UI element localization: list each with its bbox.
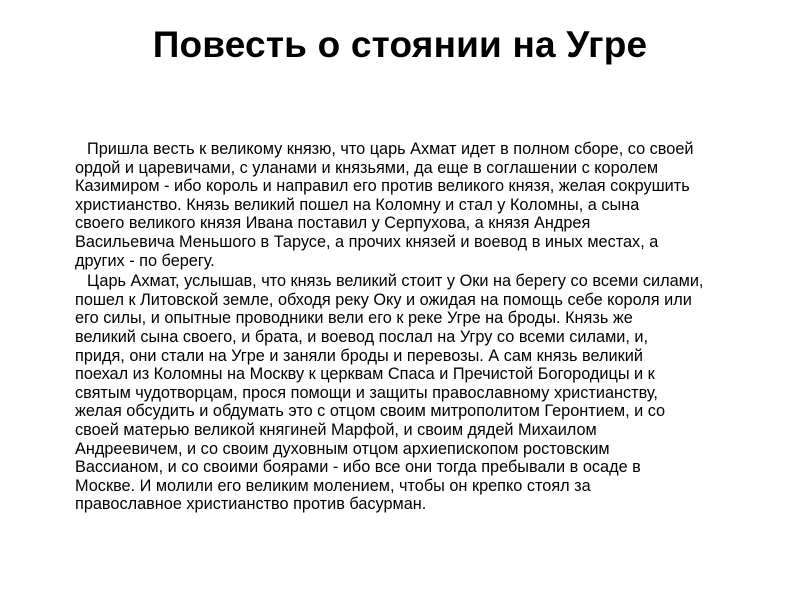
paragraph-1: Пришла весть к великому князю, что царь Ахмат идет в полном сборе, со своей ордой и царевичами, с уланами и князьями, да еще в соглашении с королем Казимиром - ибо король и направил его против великого князя, желая сокрушить христианство. Князь великий пошел на Коломну и стал у Коломны, а сына своего великого князя Ивана поставил у Серпухова, а князя Андрея Васильевича Меньшого в Тарусе, а прочих князей и воевод в иных местах, а других - по берегу. [75,140,694,270]
slide-body [75,140,755,516]
paragraph-2: Царь Ахмат, услышав, что князь великий стоит у Оки на берегу со всеми силами, пошел к Литовской земле, обходя реку Оку и ожидая на помощь себе короля или его силы, и опытные проводники вели его к реке Угре на броды. Князь же великий сына своего, и брата, и воевод послал на Угру со всеми силами, и, придя, они стали на Угре и заняли броды и перевозы. А сам князь великий поехал из Коломны на Москву к церквам Спаса и Пречистой Богородицы и к святым чудотворцам, прося помощи и защиты православному христианству, желая обсудить и обдумать это с отцом своим митрополитом Геронтием, и со своей матерью великой княгиней Марфой, и своим дядей Михаилом Андреевичем, и со своим духовным отцом архиепископом ростовским Вассианом, и со своими боярами - ибо все они тогда пребывали в осаде в Москве. И молили его великим молением, чтобы он крепко стоял за православное христианство против басурман. [75,272,704,514]
slide-title: Повесть о стоянии на Угре [152,24,648,65]
